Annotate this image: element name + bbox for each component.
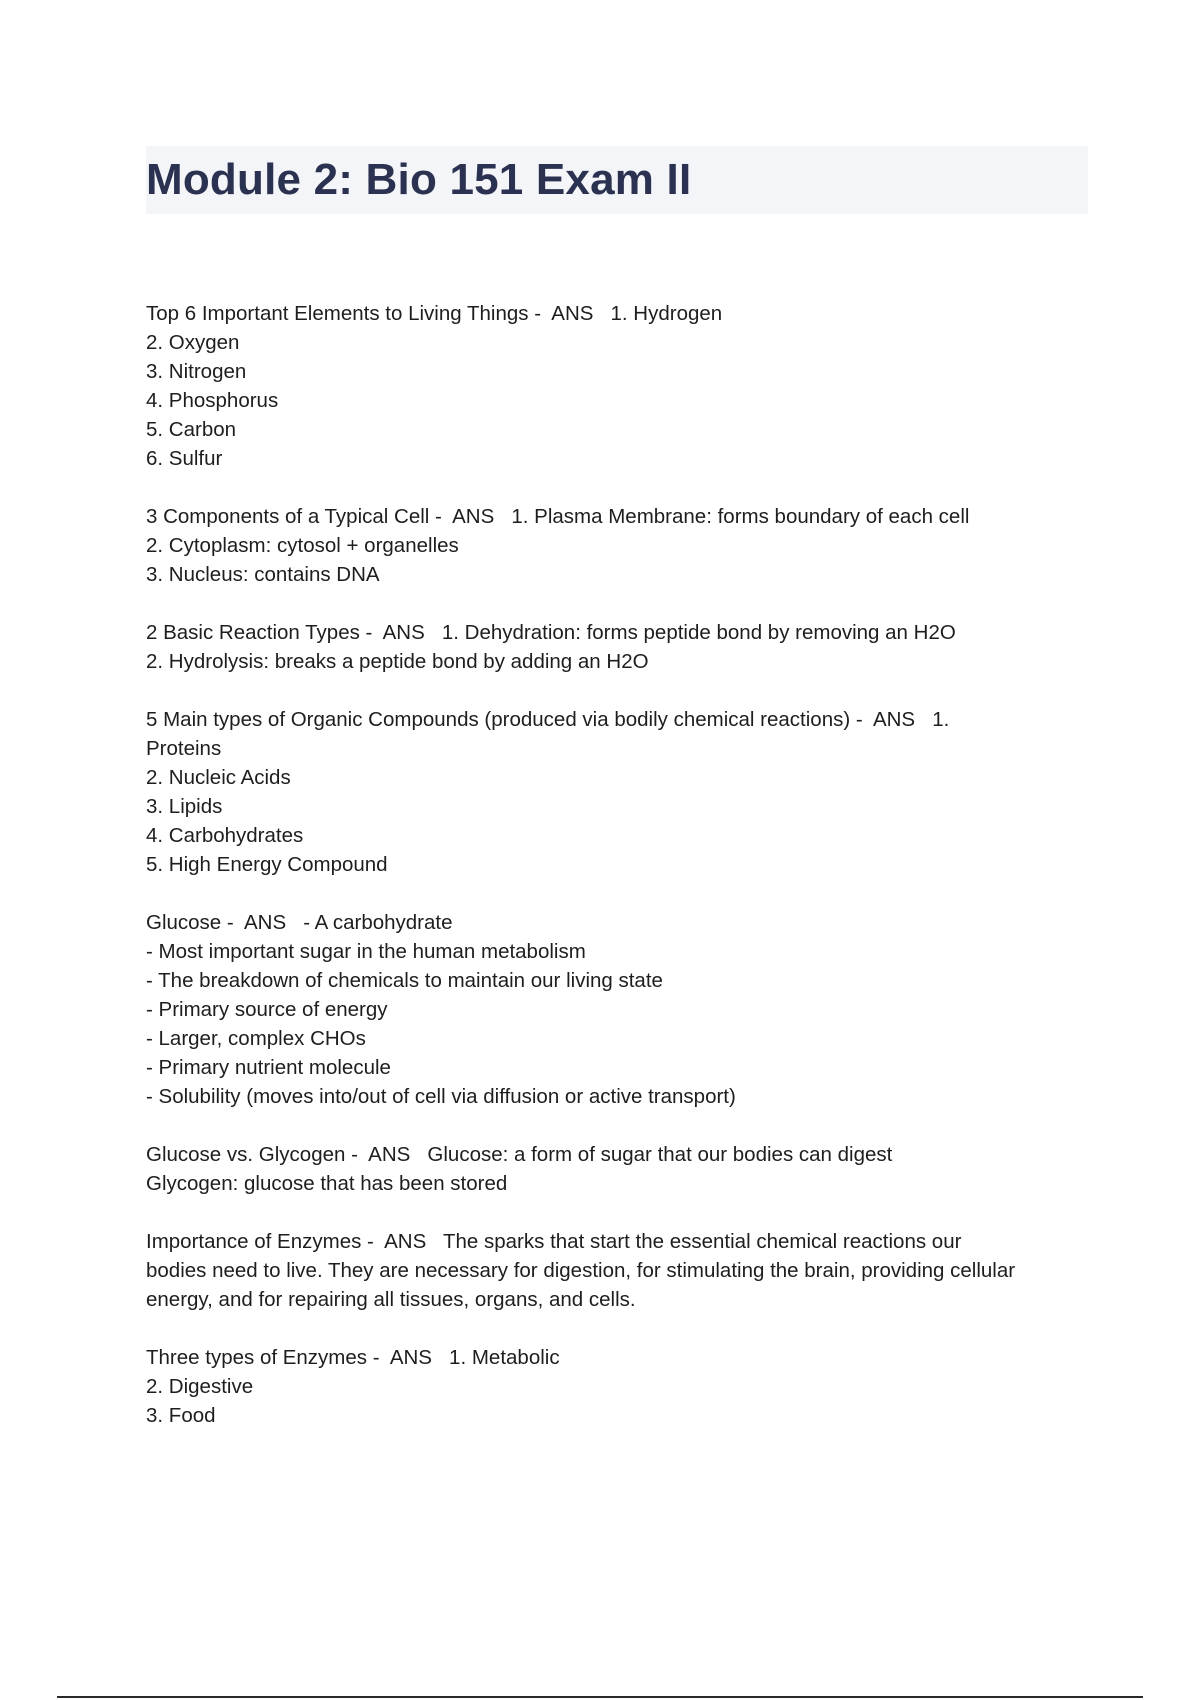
study-card <box>146 299 1096 473</box>
card-answer-line: 2. Digestive <box>146 1375 254 1398</box>
card-answer-line: - Solubility (moves into/out of cell via diffusion or active transport) <box>146 1085 736 1108</box>
page-divider <box>57 1696 1143 1698</box>
card-answer-line: - Primary nutrient molecule <box>146 1056 391 1079</box>
page-title: Module 2: Bio 151 Exam II <box>146 155 692 204</box>
title-banner <box>146 146 1088 214</box>
card-question-line: Importance of Enzymes - ANS The sparks that start the essential chemical reactions our <box>146 1230 962 1253</box>
card-question-line: Top 6 Important Elements to Living Things - ANS 1. Hydrogen <box>146 302 723 325</box>
study-card <box>146 908 1096 1111</box>
card-answer-line: 5. High Energy Compound <box>146 853 388 876</box>
card-question-line: 2 Basic Reaction Types - ANS 1. Dehydration: forms peptide bond by removing an H2O <box>146 621 956 644</box>
study-card <box>146 502 1096 589</box>
card-answer-line: Proteins <box>146 737 222 760</box>
study-card <box>146 1140 1096 1198</box>
card-question-line: 3 Components of a Typical Cell - ANS 1. Plasma Membrane: forms boundary of each cell <box>146 505 970 528</box>
card-question-line: Three types of Enzymes - ANS 1. Metabolic <box>146 1346 560 1369</box>
card-answer-line: - Most important sugar in the human metabolism <box>146 940 586 963</box>
card-answer-line: 5. Carbon <box>146 418 237 441</box>
card-question-line: Glucose - ANS - A carbohydrate <box>146 911 453 934</box>
card-answer-line: 3. Nucleus: contains DNA <box>146 563 380 586</box>
card-answer-line: 2. Cytoplasm: cytosol + organelles <box>146 534 459 557</box>
card-answer-line: - The breakdown of chemicals to maintain our living state <box>146 969 663 992</box>
card-answer-line: - Primary source of energy <box>146 998 388 1021</box>
study-card <box>146 1343 1096 1430</box>
card-answer-line: 3. Food <box>146 1404 216 1427</box>
card-answer-line: 3. Lipids <box>146 795 223 818</box>
card-answer-line: 2. Oxygen <box>146 331 240 354</box>
card-answer-line: 3. Nitrogen <box>146 360 247 383</box>
card-answer-line: - Larger, complex CHOs <box>146 1027 366 1050</box>
study-card <box>146 1227 1096 1314</box>
card-answer-line: 2. Hydrolysis: breaks a peptide bond by adding an H2O <box>146 650 649 673</box>
card-answer-line: 2. Nucleic Acids <box>146 766 291 789</box>
card-answer-line: bodies need to live. They are necessary for digestion, for stimulating the brain, providing cellular <box>146 1259 1016 1282</box>
card-answer-line: energy, and for repairing all tissues, organs, and cells. <box>146 1288 636 1311</box>
card-answer-line: Glycogen: glucose that has been stored <box>146 1172 508 1195</box>
card-question-line: Glucose vs. Glycogen - ANS Glucose: a form of sugar that our bodies can digest <box>146 1143 893 1166</box>
card-question-line: 5 Main types of Organic Compounds (produced via bodily chemical reactions) - ANS 1. <box>146 708 950 731</box>
card-answer-line: 4. Carbohydrates <box>146 824 304 847</box>
study-card <box>146 618 1096 676</box>
card-answer-line: 4. Phosphorus <box>146 389 279 412</box>
study-card <box>146 705 1096 879</box>
document-body <box>146 299 1096 1459</box>
card-answer-line: 6. Sulfur <box>146 447 223 470</box>
